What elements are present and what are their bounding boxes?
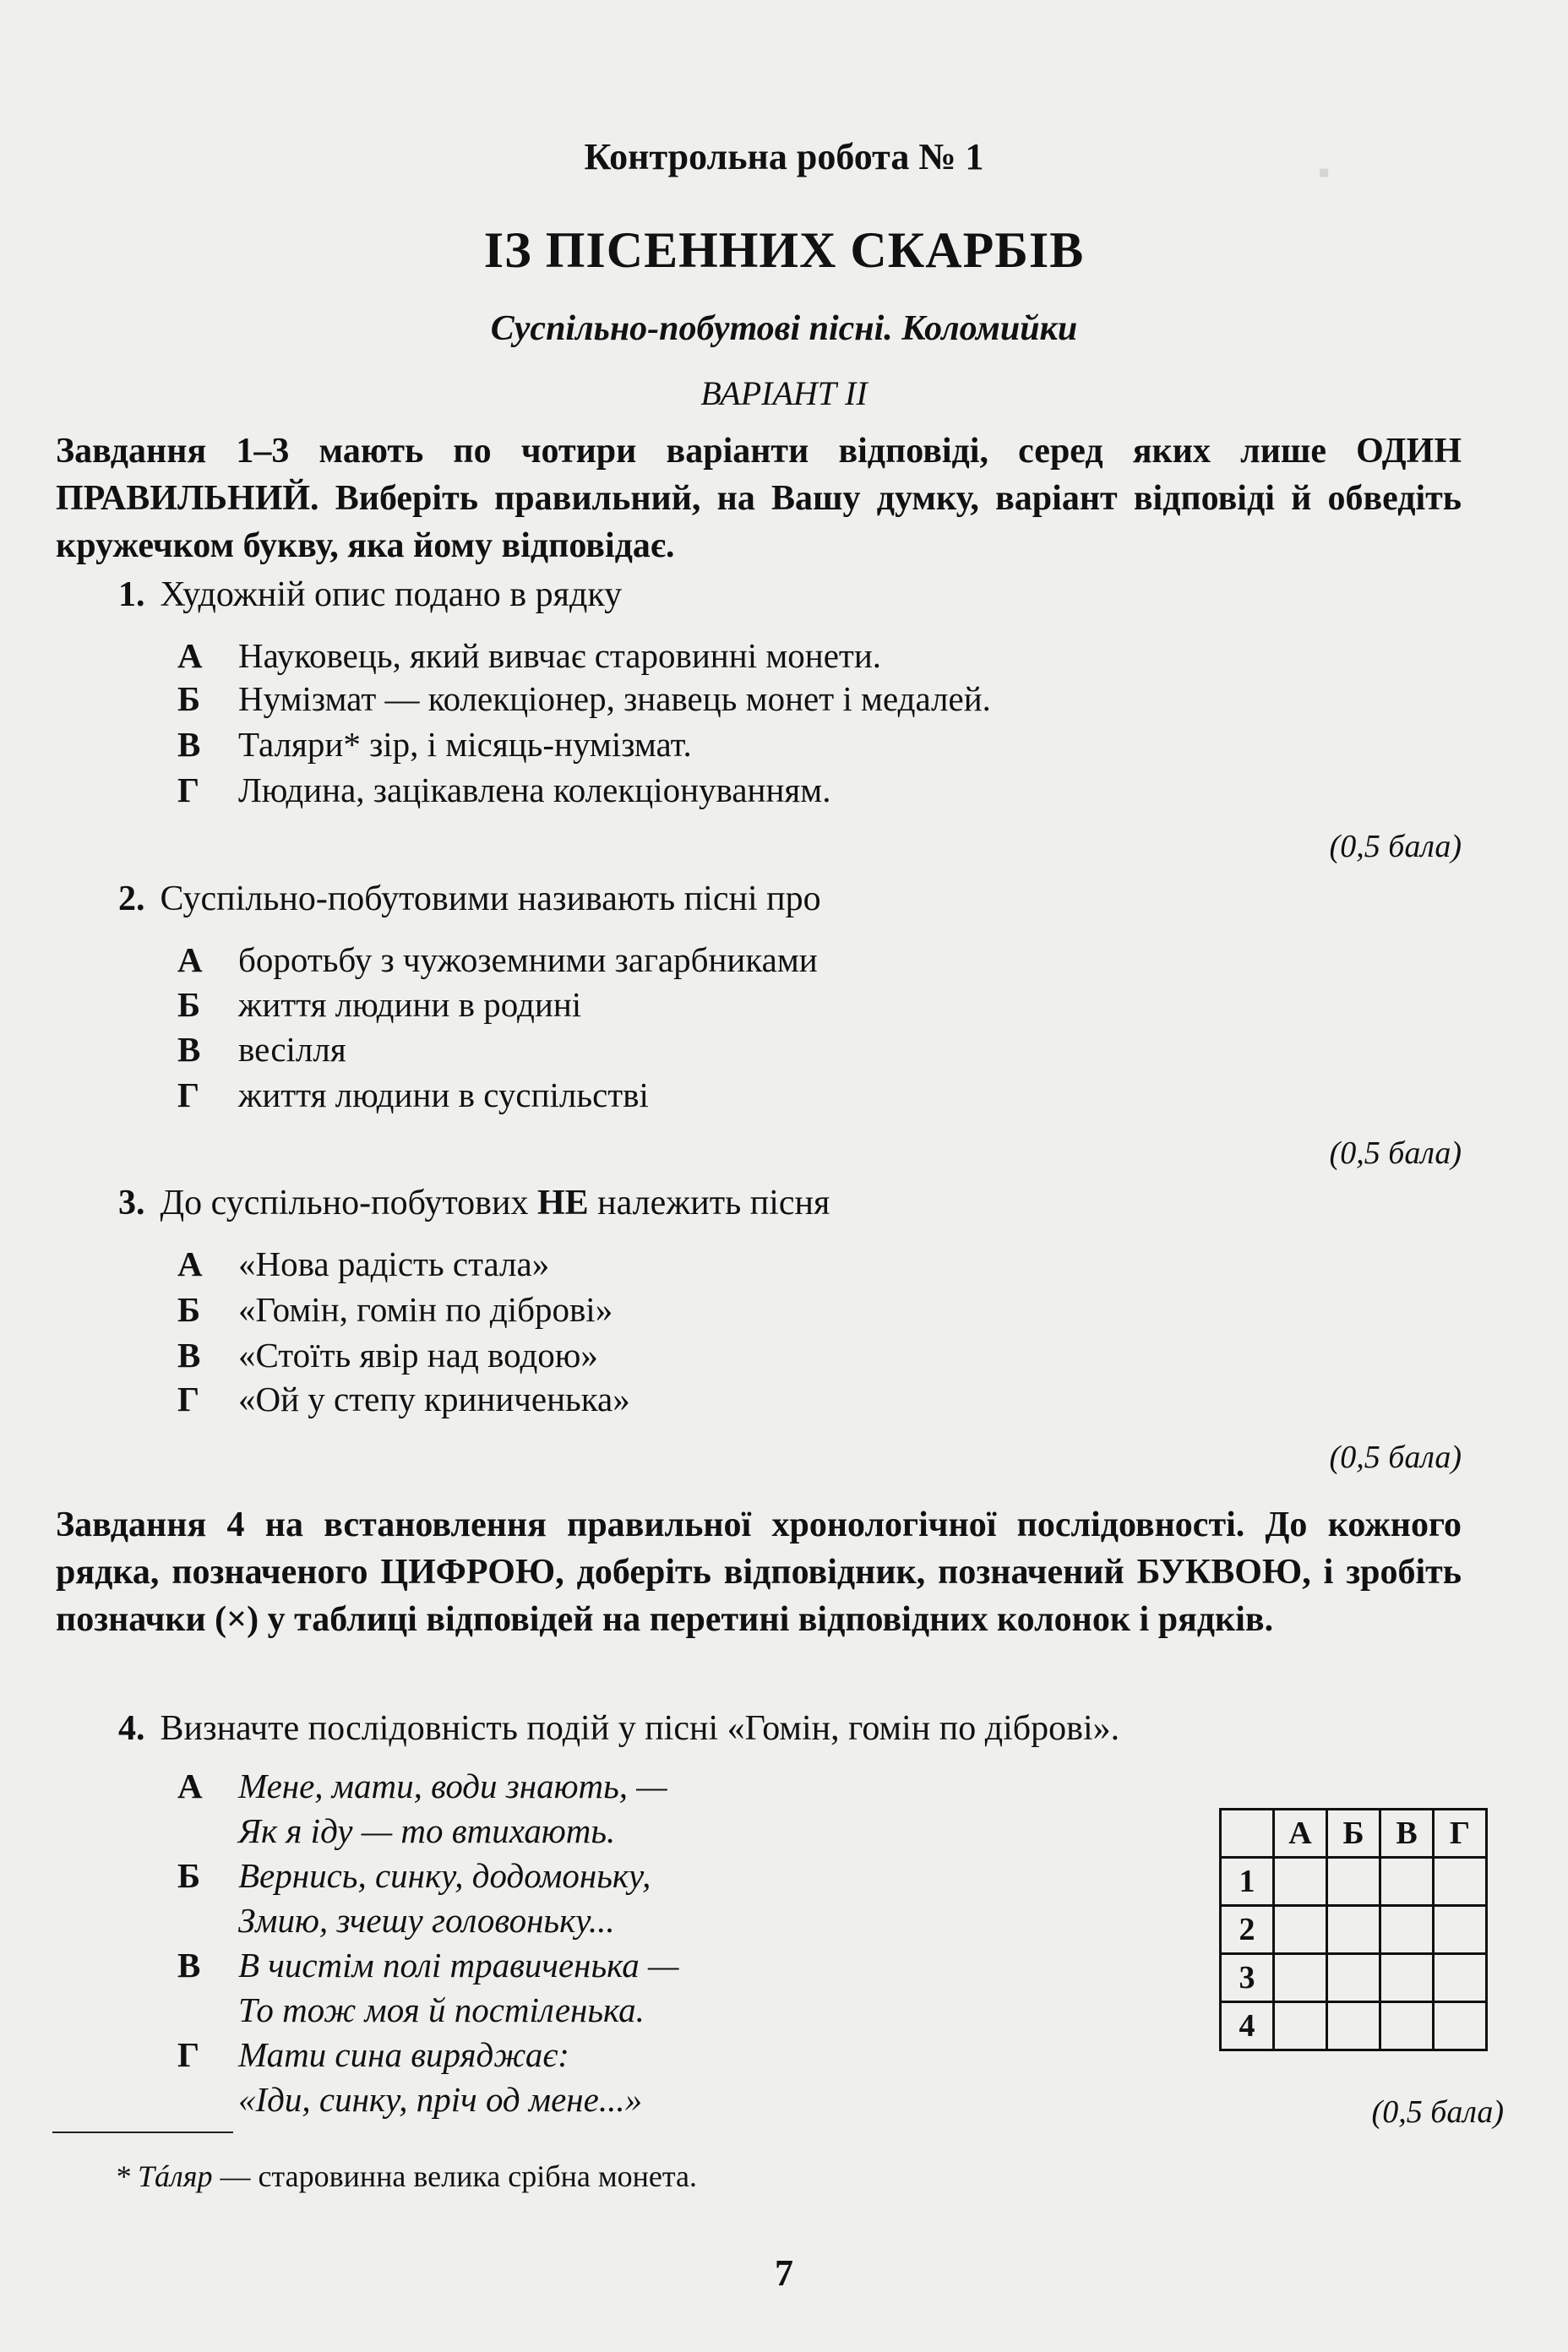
answer-cell[interactable] (1327, 1858, 1380, 1906)
question-4-option-b-line2: Змию, зчешу головоньку... (238, 1901, 615, 1940)
question-4-option-d: Г Мати сина виряджає: (177, 2035, 569, 2074)
question-3-score: (0,5 бала) (1329, 1440, 1462, 1475)
answer-cell[interactable] (1380, 1954, 1434, 2002)
instructions-task-4: Завдання 4 на встановлення правильної хронологічної послідовності. До кожного рядка, позначеного ЦИФРОЮ, доберіть відповідник, позначений БУКВОЮ, і зробіть позначки (×) у таблиці відповідей на перетині відповідних колонок і рядків. (56, 1505, 1462, 1639)
question-4-option-c-line2: То тож моя й постіленька. (238, 1990, 645, 2029)
answer-cell[interactable] (1434, 2002, 1487, 2050)
question-number: 2. (118, 879, 145, 918)
question-3-option-b[interactable]: Б «Гомін, гомін по діброві» (177, 1290, 613, 1329)
question-text: До суспільно-побутових (160, 1184, 537, 1222)
question-2-option-c[interactable]: В весілля (177, 1030, 346, 1069)
question-1-score: (0,5 бала) (1329, 829, 1462, 864)
question-text: Художній опис подано в рядку (160, 575, 623, 614)
answer-cell[interactable] (1327, 1954, 1380, 2002)
footnote (115, 2159, 697, 2194)
question-2-option-b[interactable]: Б життя людини в родині (177, 985, 582, 1024)
answer-table-row (1221, 1954, 1487, 2002)
question-text: Суспільно-побутовими називають пісні про (160, 879, 821, 918)
answer-table-header-row (1221, 1810, 1487, 1858)
answer-table-column-header: А (1274, 1810, 1327, 1858)
answer-table-column-header: Б (1327, 1810, 1380, 1858)
answer-cell[interactable] (1434, 1954, 1487, 2002)
question-text-emphasis: НЕ (536, 1184, 589, 1222)
answer-cell[interactable] (1274, 1858, 1327, 1906)
answer-table-row (1221, 2002, 1487, 2050)
answer-cell[interactable] (1274, 1906, 1327, 1954)
answer-cell[interactable] (1274, 2002, 1327, 2050)
question-number: 4. (118, 1709, 145, 1748)
answer-table-column-header: Г (1434, 1810, 1487, 1858)
answer-table-row-header: 1 (1221, 1858, 1274, 1906)
question-4-option-a-line2: Як я іду — то втихають. (238, 1811, 616, 1850)
answer-cell[interactable] (1380, 1858, 1434, 1906)
answer-table-row (1221, 1906, 1487, 1954)
question-4 (118, 1708, 1119, 1749)
answer-table (1219, 1808, 1488, 2051)
question-text: Визначте послідовність подій у пісні «Гомін, гомін по діброві». (160, 1709, 1120, 1748)
question-2-option-d[interactable]: Г життя людини в суспільстві (177, 1075, 649, 1114)
question-4-option-b: Б Вернись, синку, додомоньку, (177, 1856, 651, 1895)
question-1-option-d[interactable]: Г Людина, зацікавлена колекціонуванням. (177, 770, 831, 809)
answer-cell[interactable] (1380, 2002, 1434, 2050)
answer-cell[interactable] (1434, 1906, 1487, 1954)
question-text: належить пісня (588, 1184, 830, 1222)
answer-cell[interactable] (1327, 2002, 1380, 2050)
answer-table-row-header: 3 (1221, 1954, 1274, 2002)
question-4-option-a: А Мене, мати, води знають, — (177, 1767, 667, 1805)
page-number: 7 (775, 2252, 793, 2294)
question-4-score: (0,5 бала) (1371, 2094, 1504, 2130)
answer-cell[interactable] (1434, 1858, 1487, 1906)
answer-table-row-header: 4 (1221, 2002, 1274, 2050)
answer-cell[interactable] (1380, 1906, 1434, 1954)
answer-cell[interactable] (1327, 1906, 1380, 1954)
question-2-option-a[interactable]: А боротьбу з чужоземними загарбниками (177, 940, 818, 979)
footnote-definition: — старовинна велика срібна монета. (212, 2159, 697, 2193)
question-1-option-b[interactable]: Б Нумізмат — колекціонер, знавець монет і медалей. (177, 679, 991, 718)
question-3-option-c[interactable]: В «Стоїть явір над водою» (177, 1336, 598, 1375)
variant-label: ВАРІАНТ ІІ (700, 374, 868, 412)
question-number: 3. (118, 1184, 145, 1222)
question-number: 1. (118, 575, 145, 614)
question-4-option-c: В В чистім полі травиченька — (177, 1946, 679, 1984)
question-3-option-d[interactable]: Г «Ой у степу криниченька» (177, 1380, 630, 1418)
question-1-option-a[interactable]: А Науковець, який вивчає старовинні монети. (177, 636, 882, 675)
question-4-option-d-line2: «Іди, синку, пріч од мене...» (238, 2080, 643, 2119)
footnote-term: * Тáляр (115, 2159, 213, 2193)
question-3-option-a[interactable]: А «Нова радість стала» (177, 1244, 550, 1283)
question-2-score: (0,5 бала) (1329, 1135, 1462, 1171)
work-title: Контрольна робота № 1 (584, 136, 984, 177)
answer-cell[interactable] (1274, 1954, 1327, 2002)
question-3 (118, 1183, 830, 1223)
subtitle: Суспільно-побутові пісні. Коломийки (490, 309, 1078, 348)
question-2 (118, 879, 821, 919)
question-1 (118, 574, 622, 615)
answer-table-row-header: 2 (1221, 1906, 1274, 1954)
footnote-divider (52, 2132, 233, 2133)
instructions-tasks-1-3: Завдання 1–3 мають по чотири варіанти відповіді, серед яких лише ОДИН ПРАВИЛЬНИЙ. Виберіть правильний, на Вашу думку, варіант відповіді й обведіть кружечком букву, яка йому відповідає. (56, 432, 1462, 565)
answer-table-corner (1221, 1810, 1274, 1858)
bleed-through-text: ▪ (1318, 153, 1331, 191)
answer-table-row (1221, 1858, 1487, 1906)
section-title: ІЗ ПІСЕННИХ СКАРБІВ (483, 222, 1085, 278)
question-1-option-c[interactable]: В Таляри* зір, і місяць-нумізмат. (177, 725, 692, 764)
answer-table-column-header: В (1380, 1810, 1434, 1858)
